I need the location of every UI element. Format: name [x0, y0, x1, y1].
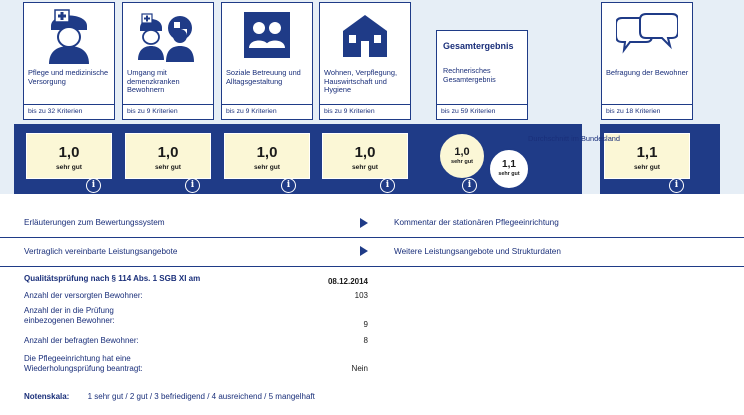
card-gesamtergebnis[interactable] — [436, 30, 528, 120]
score-grade: sehr gut — [633, 164, 660, 171]
info-icon[interactable]: i — [185, 178, 200, 193]
score-value: 1,0 — [157, 144, 179, 161]
score-grade: sehr gut — [253, 164, 280, 171]
score-grade: sehr gut — [351, 164, 378, 171]
score-value: 1,0 — [454, 146, 470, 158]
nurse-icon — [24, 3, 114, 67]
stat-label: Die Pflegeeinrichtung hat eine Wiederholungsprüfung beantragt: — [24, 354, 143, 373]
stat-label: Anzahl der befragten Bewohner: — [24, 336, 139, 345]
card-criteria: bis zu 18 Kriterien — [602, 104, 692, 119]
score-bar-cut — [0, 124, 14, 194]
score-pflege — [26, 133, 112, 179]
stat-value: 08.12.2014 — [327, 277, 368, 287]
card-criteria: bis zu 9 Kriterien — [123, 104, 213, 119]
house-icon — [320, 3, 410, 67]
arrow-right-icon[interactable] — [360, 218, 368, 228]
people-icon — [222, 3, 312, 67]
info-icon[interactable]: i — [380, 178, 395, 193]
stat-row — [24, 350, 384, 376]
stat-value: Nein — [351, 364, 368, 374]
card-criteria: bis zu 9 Kriterien — [222, 104, 312, 119]
card-title: Befragung der Bewohner — [606, 68, 689, 77]
stat-label: Anzahl der in die Prüfung einbezogenen Bewohner: — [24, 306, 115, 325]
grading-scale-text: 1 sehr gut / 2 gut / 3 befriedigend / 4 ausreichend / 5 mangelhaft — [87, 392, 315, 401]
card-befragung[interactable] — [601, 2, 693, 120]
stat-value: 9 — [363, 320, 368, 330]
info-icon[interactable]: i — [669, 178, 684, 193]
stat-value: 103 — [354, 291, 368, 301]
state-average-label: Durchschnitt im Bundesland — [528, 134, 621, 143]
score-betreuung — [224, 133, 310, 179]
card-demenz[interactable] — [122, 2, 214, 120]
state-average-circle — [488, 148, 530, 190]
score-grade: sehr gut — [55, 164, 82, 171]
overall-score-circle — [438, 132, 486, 180]
info-icon[interactable]: i — [462, 178, 477, 193]
dementia-care-icon — [123, 3, 213, 67]
stat-value: 8 — [363, 336, 368, 346]
score-grade: sehr gut — [450, 159, 474, 165]
card-criteria: bis zu 32 Kriterien — [24, 104, 114, 119]
arrow-right-icon[interactable] — [360, 246, 368, 256]
stat-label: Anzahl der versorgten Bewohner: — [24, 291, 143, 300]
card-pflege[interactable] — [23, 2, 115, 120]
link-more-services[interactable]: Weitere Leistungsangebote und Strukturdaten — [394, 247, 561, 256]
link-rating-system[interactable]: Erläuterungen zum Bewertungssystem — [24, 218, 165, 227]
score-value: 1,0 — [58, 144, 80, 161]
card-criteria: bis zu 9 Kriterien — [320, 104, 410, 119]
card-title: Soziale Betreuung und Alltagsgestaltung — [226, 68, 301, 86]
speech-bubbles-icon — [602, 3, 692, 67]
grading-scale-label: Notenskala: — [24, 392, 70, 401]
score-wohnen — [322, 133, 408, 179]
score-value: 1,0 — [256, 144, 278, 161]
stat-row — [24, 332, 384, 350]
stat-row — [24, 287, 384, 306]
card-title: Wohnen, Verpflegung, Hauswirtschaft und Hygiene — [324, 68, 398, 95]
info-icon[interactable]: i — [281, 178, 296, 193]
overall-subtitle: Rechnerisches Gesamtergebnis — [443, 66, 496, 84]
divider — [0, 266, 744, 267]
link-commentary[interactable]: Kommentar der stationären Pflegeeinrichtung — [394, 218, 559, 227]
overall-criteria: bis zu 59 Kriterien — [437, 104, 527, 119]
score-grade: sehr gut — [498, 171, 520, 177]
link-services[interactable]: Vertraglich vereinbarte Leistungsangebote — [24, 247, 178, 256]
stat-row — [24, 274, 384, 287]
card-wohnen[interactable] — [319, 2, 411, 120]
info-icon[interactable]: i — [86, 178, 101, 193]
overall-title: Gesamtergebnis — [443, 41, 514, 51]
score-bar-cut — [720, 124, 744, 194]
card-title: Umgang mit demenzkranken Bewohnern — [127, 68, 180, 95]
card-title: Pflege und medizinische Versorgung — [28, 68, 109, 86]
score-value: 1,0 — [354, 144, 376, 161]
score-value: 1,1 — [502, 159, 516, 170]
grading-scale — [24, 392, 315, 401]
inspection-stats — [24, 274, 384, 376]
stat-label: Qualitätsprüfung nach § 114 Abs. 1 SGB XI am — [24, 274, 201, 283]
stat-row — [24, 306, 384, 332]
score-value: 1,1 — [636, 144, 658, 161]
score-grade: sehr gut — [154, 164, 181, 171]
card-betreuung[interactable] — [221, 2, 313, 120]
score-demenz — [125, 133, 211, 179]
